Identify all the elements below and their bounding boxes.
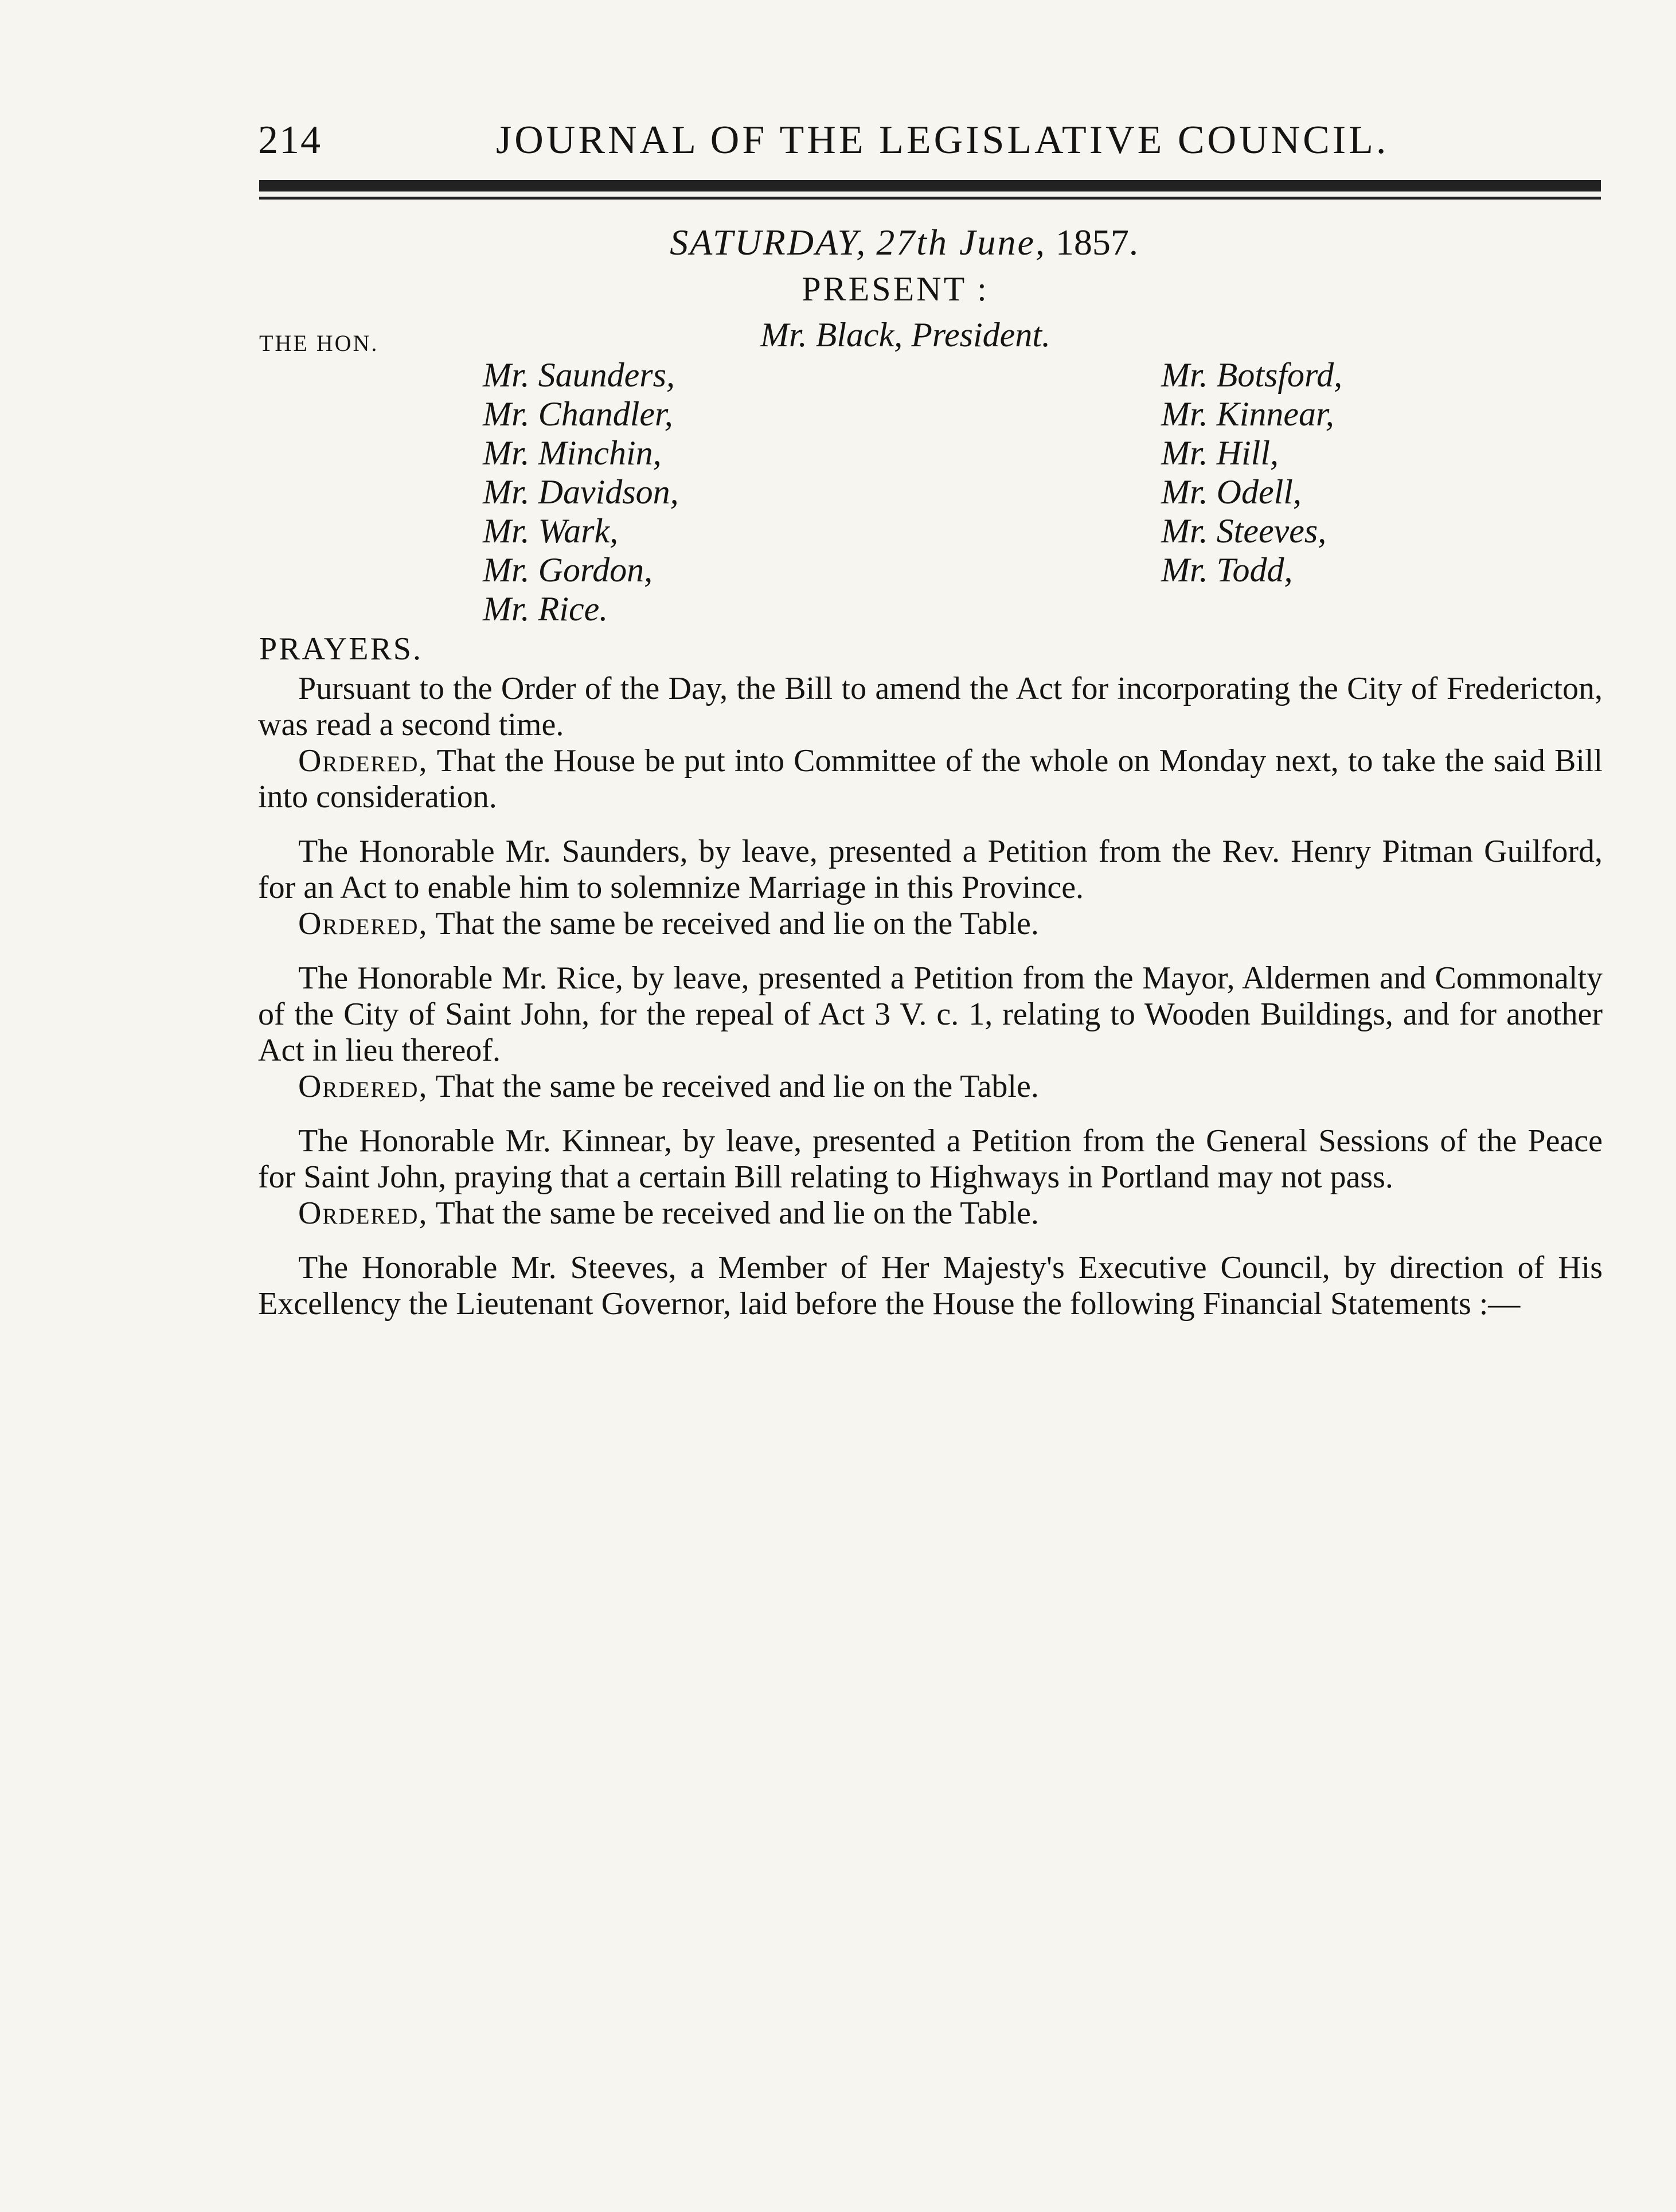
sitting-date (0, 221, 1676, 264)
entry-paragraph: The Honorable Mr. Rice, by leave, presented a Petition from the Mayor, Aldermen and Commonalty of the City of Saint John, for the repeal of Act 3 V. c. 1, relating to Wooden Buildings, and for another Act in lieu thereof. (258, 960, 1603, 1068)
ordered-word: Ordered, (298, 1069, 428, 1104)
header-rule-thick (259, 180, 1601, 192)
order-text: That the same be received and lie on the Table. (435, 1195, 1039, 1231)
member-name: Mr. Odell, (1161, 473, 1302, 511)
members-list-left (483, 355, 679, 628)
member-name: Mr. Wark, (483, 512, 619, 550)
member-name: Mr. Hill, (1161, 434, 1279, 472)
order-text: That the House be put into Committee of the whole on Monday next, to take the said Bill into consideration. (258, 743, 1603, 815)
order-text: That the same be received and lie on the Table. (435, 906, 1039, 941)
hon-label: THE HON. (259, 330, 379, 356)
prayers-heading: PRAYERS. (259, 631, 423, 667)
member-name: Mr. Minchin, (483, 434, 662, 472)
member-name: Mr. Chandler, (483, 395, 673, 433)
page-number: 214 (258, 118, 322, 162)
sitting-weekday: SATURDAY, (670, 222, 868, 263)
member-name: Mr. Rice. (483, 590, 608, 628)
entry-paragraph: The Honorable Mr. Kinnear, by leave, presented a Petition from the General Sessions of the Peace for Saint John, praying that a certain Bill relating to Highways in Portland may not pass. (258, 1123, 1603, 1195)
order-paragraph (258, 1069, 1603, 1105)
member-name: Mr. Steeves, (1161, 512, 1327, 550)
member-name: Mr. Saunders, (483, 356, 675, 394)
entry-paragraph: Pursuant to the Order of the Day, the Bill to amend the Act for incorporating the City of Fredericton, was read a second time. (258, 671, 1603, 742)
header-rule-thin (259, 197, 1601, 200)
entry-paragraph: The Honorable Mr. Steeves, a Member of Her Majesty's Executive Council, by direction of His Excellency the Lieutenant Governor, laid before the House the following Financial Statements :— (258, 1250, 1603, 1322)
sitting-year: 1857. (1055, 222, 1138, 263)
order-text: That the same be received and lie on the Table. (435, 1069, 1039, 1104)
proceedings-body (258, 671, 1603, 1322)
member-name: Mr. Gordon, (483, 551, 653, 589)
member-name: Mr. Davidson, (483, 473, 679, 511)
running-title: JOURNAL OF THE LEGISLATIVE COUNCIL. (496, 118, 1389, 162)
ordered-word: Ordered, (298, 743, 428, 779)
present-heading: PRESENT : (802, 270, 989, 308)
order-paragraph (258, 1195, 1603, 1232)
sitting-day-month: 27th June, (876, 222, 1046, 263)
ordered-word: Ordered, (298, 906, 428, 941)
order-paragraph (258, 743, 1603, 815)
president-line: Mr. Black, President. (760, 316, 1050, 354)
entry-paragraph: The Honorable Mr. Saunders, by leave, presented a Petition from the Rev. Henry Pitman Guilford, for an Act to enable him to solemnize Marriage in this Province. (258, 834, 1603, 905)
member-name: Mr. Botsford, (1161, 356, 1343, 394)
order-paragraph (258, 906, 1603, 942)
members-list-right (1161, 355, 1342, 589)
member-name: Mr. Kinnear, (1161, 395, 1334, 433)
page-header (258, 118, 1600, 181)
ordered-word: Ordered, (298, 1195, 428, 1231)
member-name: Mr. Todd, (1161, 551, 1293, 589)
